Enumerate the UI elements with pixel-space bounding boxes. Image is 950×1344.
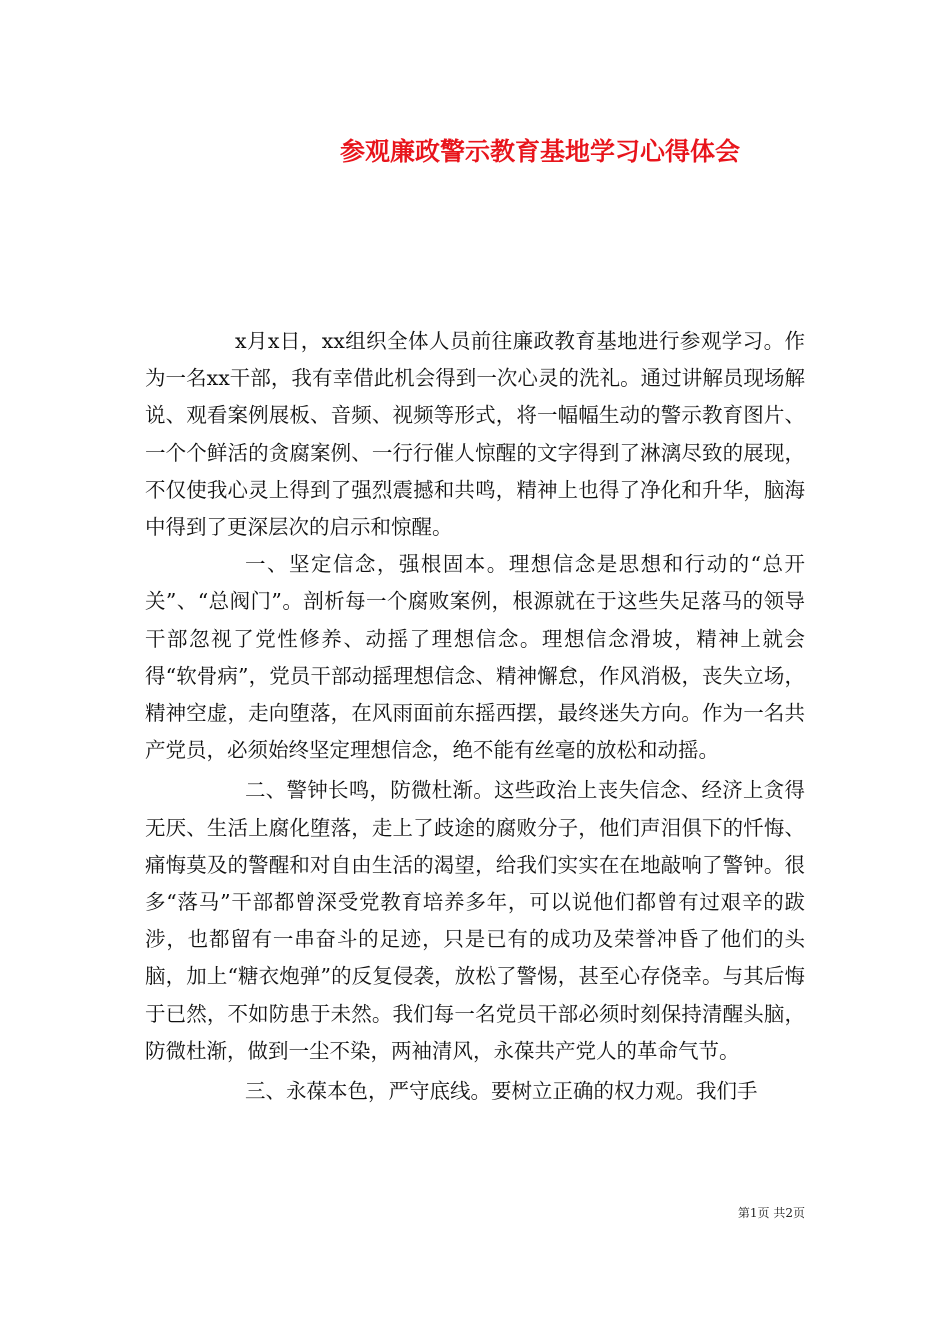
paragraph-section-2: 二、警钟长鸣，防微杜渐。这些政治上丧失信念、经济上贪得无厌、生活上腐化堕落，走上了歧途的腐败分子，他们声泪俱下的忏悔、痛悔莫及的警醒和对自由生活的渴望，给我们实实在在地敲响了警钟。很多“落马”干部都曾深受党教育培养多年，可以说他们都曾有过艰辛的跋涉，也都留有一串奋斗的足迹，只是已有的成功及荣誉冲昏了他们的头脑，加上“糖衣炮弹”的反复侵袭，放松了警惕，甚至心存侥幸。与其后悔于已然，不如防患于未然。我们每一名党员干部必须时刻保持清醒头脑，防微杜渐，做到一尘不染，两袖清风，永葆共产党人的革命气节。 (145, 778, 805, 1063)
paragraph-section-1: 一、坚定信念，强根固本。理想信念是思想和行动的“总开关”、“总阀门”。剖析每一个腐败案例，根源就在于这些失足落马的领导干部忽视了党性修养、动摇了理想信念。理想信念滑坡，精神上就会得“软骨病”，党员干部动摇理想信念、精神懈怠，作风消极，丧失立场，精神空虚，走向堕落，在风雨面前东摇西摆，最终迷失方向。作为一名共产党员，必须始终坚定理想信念，绝不能有丝毫的放松和动摇。 (145, 552, 805, 763)
document-title: 参观廉政警示教育基地学习心得体会 (339, 137, 740, 166)
paragraph-intro: x月x日，xx组织全体人员前往廉政教育基地进行参观学习。作为一名xx干部，我有幸借此机会得到一次心灵的洗礼。通过讲解员现场解说、观看案例展板、音频、视频等形式，将一幅幅生动的警示教育图片、一个个鲜活的贪腐案例、一行行催人惊醒的文字得到了淋漓尽致的展现，不仅使我心灵上得到了强烈震撼和共鸣，精神上也得了净化和升华，脑海中得到了更深层次的启示和惊醒。 (145, 329, 805, 540)
page-number: 第1页 共2页 (737, 1206, 805, 1220)
document-body (145, 323, 805, 1110)
paragraph-section-3: 三、永葆本色，严守底线。要树立正确的权力观。我们手 (245, 1079, 758, 1104)
